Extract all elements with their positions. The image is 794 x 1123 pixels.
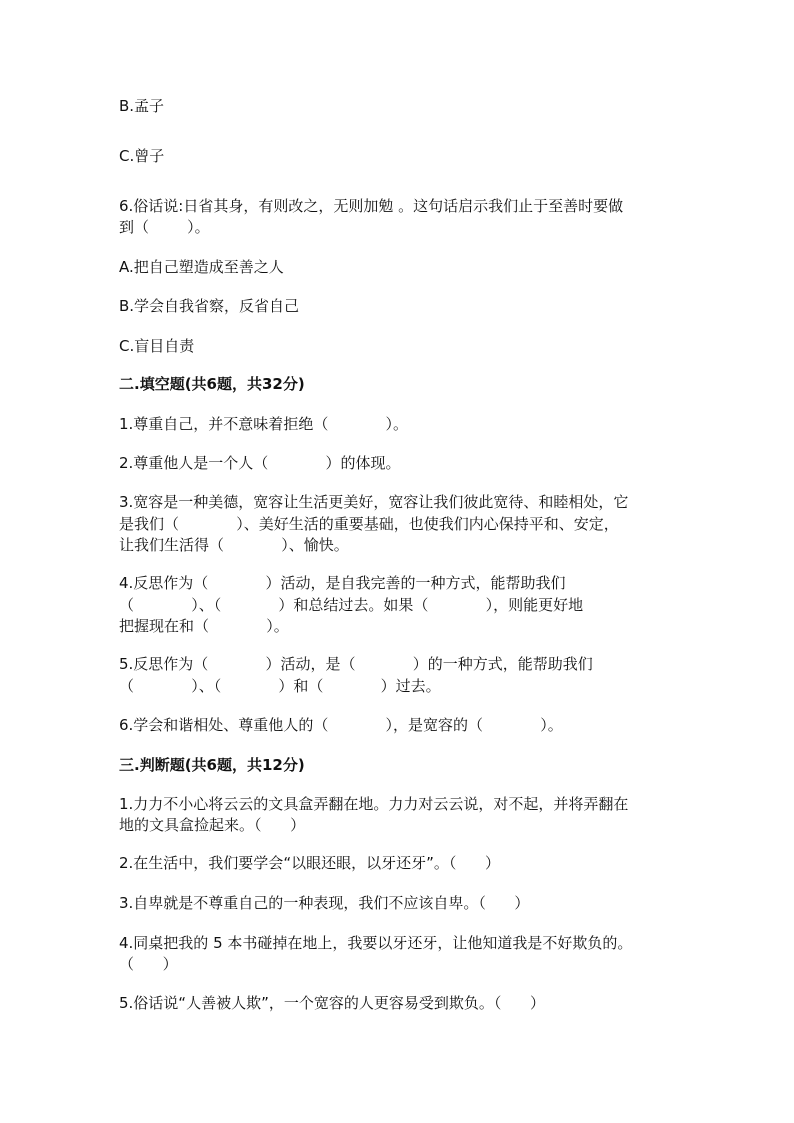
section-2-title: 二.填空题(共6题，共32分) — [119, 375, 305, 393]
question-6-option-b: B.学会自我省察，反省自己 — [119, 297, 300, 315]
fill-question-5-line2: （ ）、（ ）和（ ）过去。 — [119, 677, 441, 695]
fill-question-3-line2: 是我们（ ）、美好生活的重要基础，也使我们内心保持平和、安定， — [119, 515, 619, 533]
fill-question-3-line3: 让我们生活得（ ）、愉快。 — [119, 536, 349, 554]
fill-question-6: 6.学会和谐相处、尊重他人的（ ），是宽容的（ ）。 — [119, 716, 563, 734]
question-6-line1: 6.俗话说:日省其身，有则改之，无则加勉 。这句话启示我们止于至善时要做 — [119, 197, 624, 215]
judge-question-1-line2: 地的文具盒捡起来。（ ） — [119, 816, 306, 834]
fill-question-4-line2: （ ）、（ ）和总结过去。如果（ ），则能更好地 — [119, 596, 584, 614]
question-6-line2: 到（ ）。 — [119, 218, 210, 236]
question-6-option-c: C.盲目自责 — [119, 337, 195, 355]
judge-question-4-line2: （ ） — [119, 955, 178, 973]
judge-question-4-line1: 4.同桌把我的 5 本书碰掉在地上，我要以牙还牙，让他知道我是不好欺负的。 — [119, 934, 633, 952]
judge-question-3: 3.自卑就是不尊重自己的一种表现，我们不应该自卑。（ ） — [119, 894, 530, 912]
fill-question-2: 2.尊重他人是一个人（ ）的体现。 — [119, 454, 401, 472]
fill-question-4-line1: 4.反思作为（ ）活动，是自我完善的一种方式，能帮助我们 — [119, 574, 566, 592]
fill-question-5-line1: 5.反思作为（ ）活动，是（ ）的一种方式，能帮助我们 — [119, 655, 593, 673]
judge-question-2: 2.在生活中，我们要学会“以眼还眼，以牙还牙”。（ ） — [119, 854, 500, 872]
question-6-option-a: A.把自己塑造成至善之人 — [119, 258, 284, 276]
fill-question-3-line1: 3.宽容是一种美德，宽容让生活更美好，宽容让我们彼此宽待、和睦相处，它 — [119, 493, 629, 511]
judge-question-5: 5.俗话说“人善被人欺”，一个宽容的人更容易受到欺负。（ ） — [119, 994, 545, 1012]
section-3-title: 三.判断题(共6题，共12分) — [119, 756, 305, 774]
fill-question-4-line3: 把握现在和（ ）。 — [119, 617, 289, 635]
fill-question-1: 1.尊重自己，并不意味着拒绝（ ）。 — [119, 415, 409, 433]
option-b-mencius: B.孟子 — [119, 97, 165, 115]
option-c-zengzi: C.曾子 — [119, 147, 165, 165]
judge-question-1-line1: 1.力力不小心将云云的文具盒弄翻在地。力力对云云说，对不起，并将弄翻在 — [119, 795, 629, 813]
